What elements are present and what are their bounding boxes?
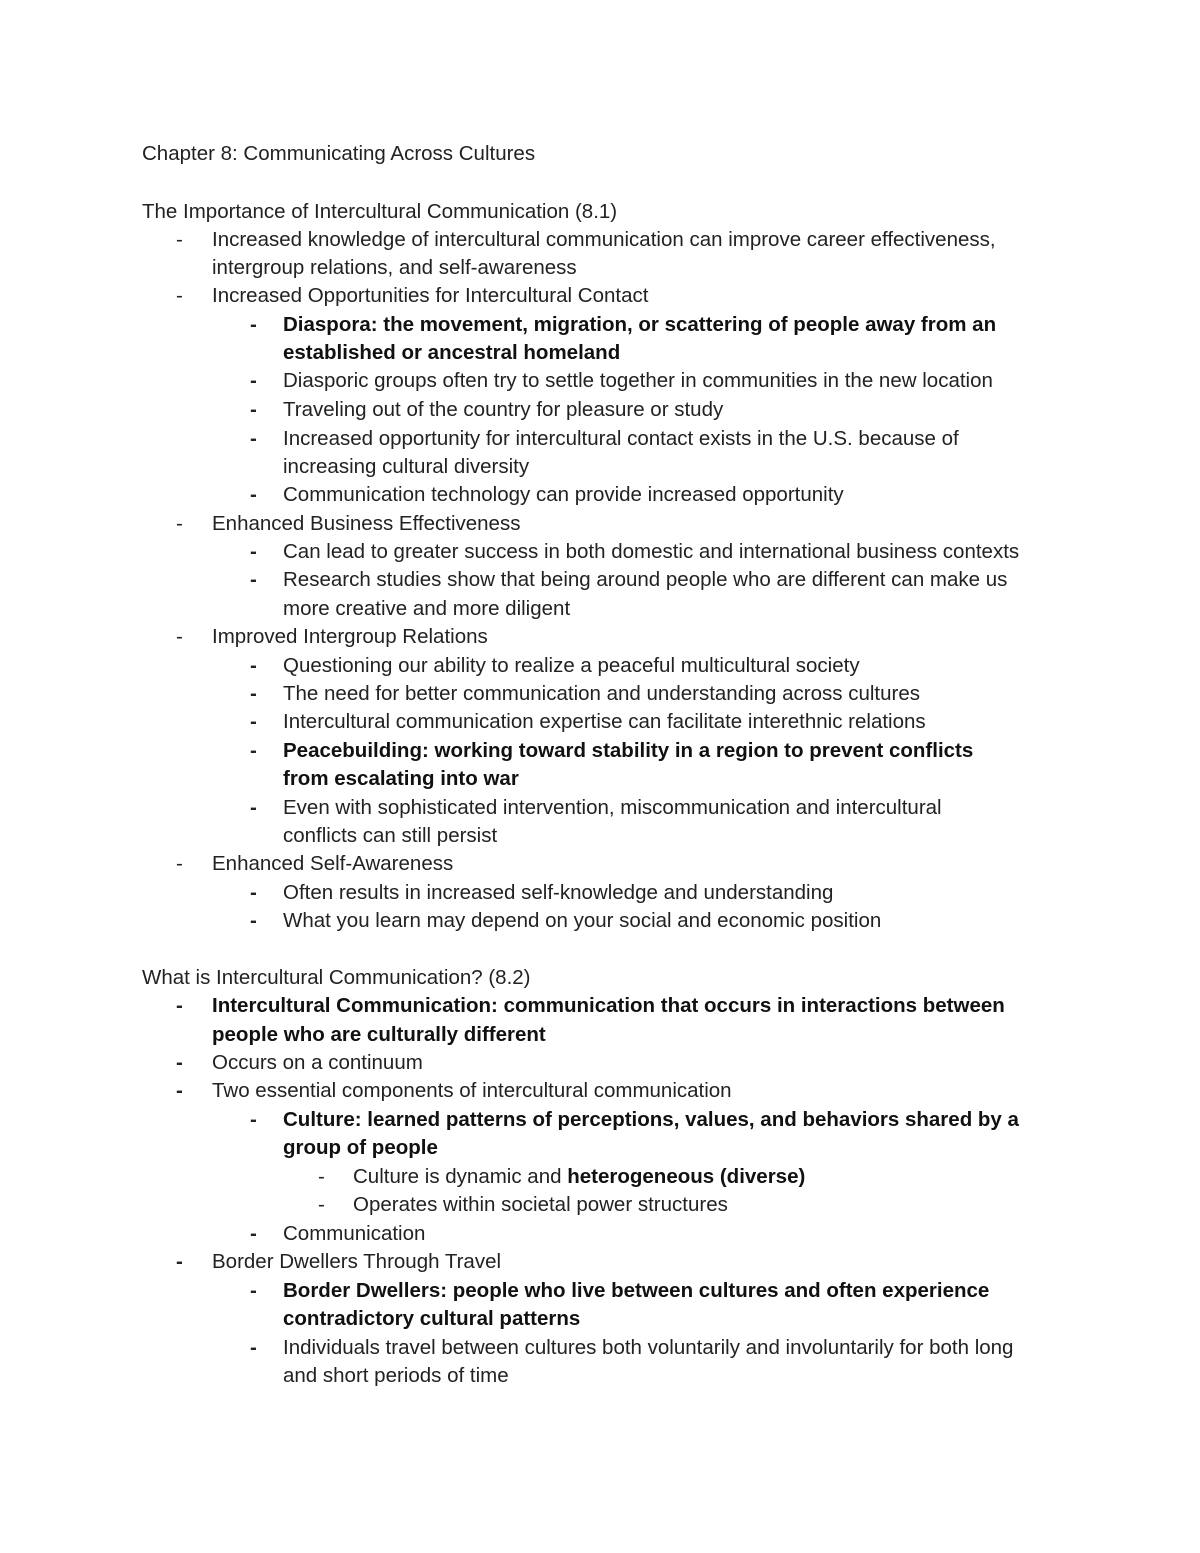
list-item: Diasporic groups often try to settle together in communities in the new location xyxy=(283,369,993,392)
bullet-dash: - xyxy=(250,1222,257,1245)
bullet-dash: - xyxy=(250,710,257,733)
list-item-text: Culture is dynamic and xyxy=(353,1165,568,1188)
list-item: Operates within societal power structures xyxy=(353,1193,728,1216)
definition-culture-continuation: group of people xyxy=(283,1136,438,1159)
list-item: Can lead to greater success in both domestic and international business contexts xyxy=(283,540,1020,563)
bullet-dash: - xyxy=(250,909,257,932)
list-item: Increased knowledge of intercultural communication can improve career effectiveness, xyxy=(212,228,996,251)
definition-border-dwellers-continuation: contradictory cultural patterns xyxy=(283,1307,581,1330)
bullet-dash: - xyxy=(250,313,257,336)
bullet-dash: - xyxy=(176,228,183,251)
list-item: Communication xyxy=(283,1222,426,1245)
bullet-dash: - xyxy=(176,1250,183,1273)
bullet-dash: - xyxy=(318,1165,325,1188)
list-item: Traveling out of the country for pleasure or study xyxy=(283,398,724,421)
list-item: Even with sophisticated intervention, miscommunication and intercultural xyxy=(283,796,942,819)
list-item-continuation: increasing cultural diversity xyxy=(283,455,530,478)
list-item-continuation: and short periods of time xyxy=(283,1364,509,1387)
bullet-dash: - xyxy=(250,682,257,705)
list-item: Questioning our ability to realize a peaceful multicultural society xyxy=(283,654,860,677)
bullet-dash: - xyxy=(176,1079,183,1102)
bullet-dash: - xyxy=(250,739,257,762)
bullet-dash: - xyxy=(176,512,183,535)
list-item: Increased opportunity for intercultural contact exists in the U.S. because of xyxy=(283,427,959,450)
bullet-dash: - xyxy=(250,369,257,392)
list-item: Border Dwellers Through Travel xyxy=(212,1250,502,1273)
bullet-dash: - xyxy=(250,427,257,450)
bullet-dash: - xyxy=(250,568,257,591)
document-title: Chapter 8: Communicating Across Cultures xyxy=(142,142,536,165)
list-item: The need for better communication and understanding across cultures xyxy=(283,682,921,705)
bullet-dash: - xyxy=(250,796,257,819)
bullet-dash: - xyxy=(176,625,183,648)
bullet-dash: - xyxy=(250,483,257,506)
bullet-dash: - xyxy=(250,540,257,563)
list-item: Often results in increased self-knowledge and understanding xyxy=(283,881,834,904)
definition-culture: Culture: learned patterns of perceptions, values, and behaviors shared by a xyxy=(283,1108,1019,1131)
definition-border-dwellers: Border Dwellers: people who live between cultures and often experience xyxy=(283,1279,990,1302)
list-item-mixed xyxy=(353,1163,805,1191)
list-item: Improved Intergroup Relations xyxy=(212,625,488,648)
bullet-dash: - xyxy=(176,1051,183,1074)
list-item: Enhanced Business Effectiveness xyxy=(212,512,521,535)
list-item: Research studies show that being around people who are different can make us xyxy=(283,568,1008,591)
list-item: Two essential components of intercultural communication xyxy=(212,1079,732,1102)
bullet-dash: - xyxy=(250,1108,257,1131)
bullet-dash: - xyxy=(250,654,257,677)
bullet-dash: - xyxy=(176,284,183,307)
definition-intercultural-communication-continuation: people who are culturally different xyxy=(212,1023,546,1046)
list-item: Enhanced Self-Awareness xyxy=(212,852,454,875)
list-item: Occurs on a continuum xyxy=(212,1051,423,1074)
list-item: Intercultural communication expertise can facilitate interethnic relations xyxy=(283,710,926,733)
emphasis-heterogeneous: heterogeneous (diverse) xyxy=(567,1165,806,1188)
section-heading-8-2: What is Intercultural Communication? (8.2) xyxy=(142,966,531,989)
definition-diaspora: Diaspora: the movement, migration, or scattering of people away from an xyxy=(283,313,997,336)
list-item-continuation: more creative and more diligent xyxy=(283,597,571,620)
bullet-dash: - xyxy=(250,1279,257,1302)
bullet-dash: - xyxy=(176,852,183,875)
definition-peacebuilding-continuation: from escalating into war xyxy=(283,767,519,790)
section-heading-8-1: The Importance of Intercultural Communication (8.1) xyxy=(142,200,618,223)
bullet-dash: - xyxy=(318,1193,325,1216)
list-item: Communication technology can provide increased opportunity xyxy=(283,483,844,506)
list-item-continuation: conflicts can still persist xyxy=(283,824,498,847)
bullet-dash: - xyxy=(250,398,257,421)
list-item: What you learn may depend on your social and economic position xyxy=(283,909,882,932)
bullet-dash: - xyxy=(250,881,257,904)
list-item-continuation: intergroup relations, and self-awareness xyxy=(212,256,577,279)
bullet-dash: - xyxy=(250,1336,257,1359)
bullet-dash: - xyxy=(176,994,183,1017)
list-item: Increased Opportunities for Intercultural Contact xyxy=(212,284,649,307)
definition-peacebuilding: Peacebuilding: working toward stability in a region to prevent conflicts xyxy=(283,739,974,762)
list-item: Individuals travel between cultures both voluntarily and involuntarily for both long xyxy=(283,1336,1014,1359)
definition-intercultural-communication: Intercultural Communication: communication that occurs in interactions between xyxy=(212,994,1005,1017)
definition-diaspora-continuation: established or ancestral homeland xyxy=(283,341,621,364)
